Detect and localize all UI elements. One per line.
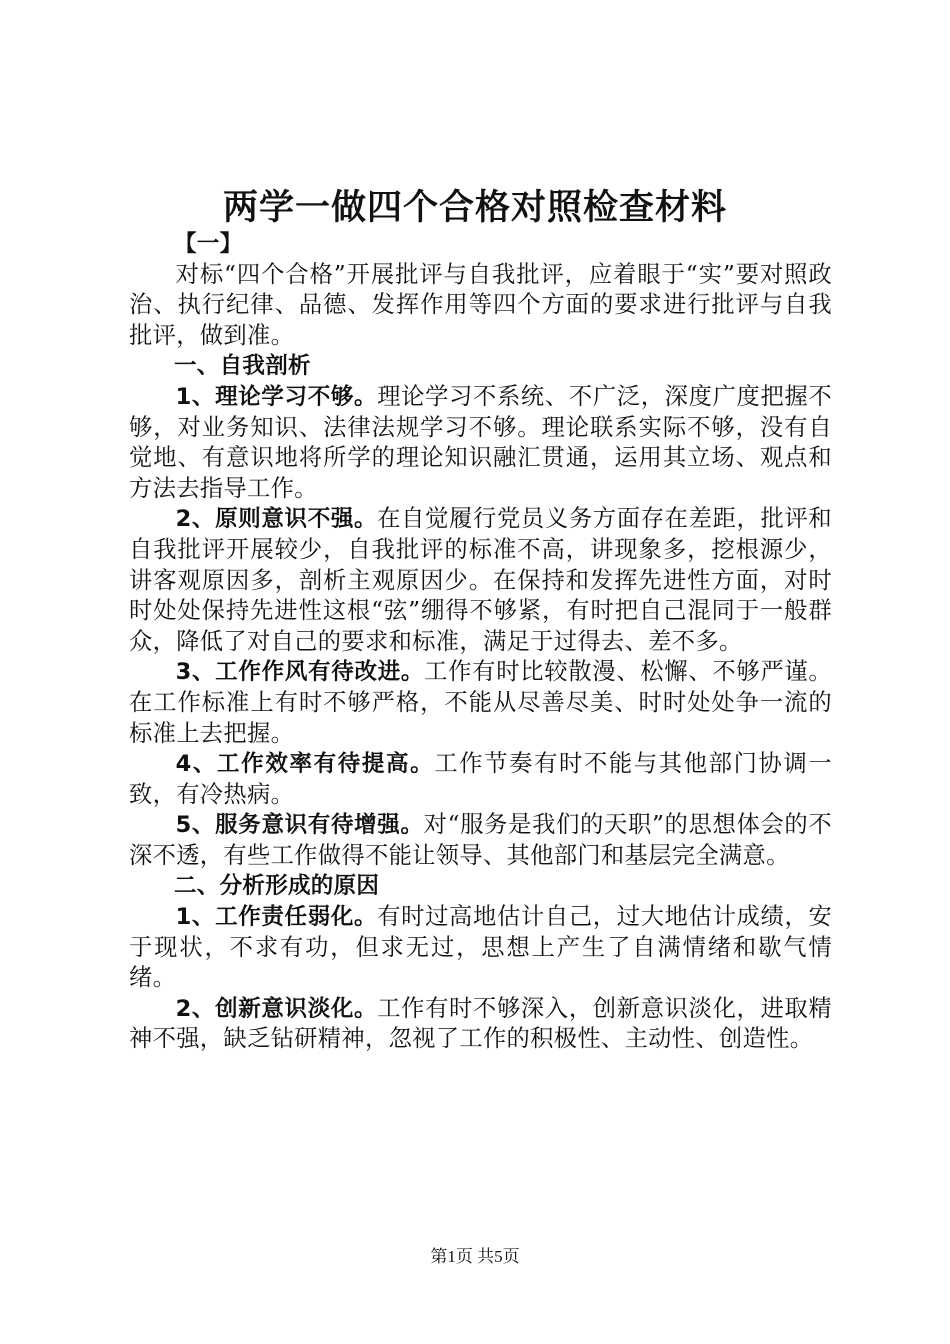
part2-heading: 二、分析形成的原因 bbox=[174, 873, 380, 900]
item-lead: 2、创新意识淡化。 bbox=[175, 995, 378, 1022]
item-text: 在自觉履行党员义务方面存在差距，批评和自我批评开展较少，自我批评的标准不高，讲现象多，挖根源少，讲客观原因多，剖析主观原因少。在保持和发挥先进性方面，对时时处处保持先进性这根“弦”绷得不够紧，有时把自己混同于一般群众，降低了对自己的要求和标准，满足于过得去、差不多。 bbox=[129, 505, 832, 655]
section-marker: 【一】 bbox=[174, 231, 243, 257]
page-footer: 第1页 共5页 bbox=[430, 1247, 520, 1266]
document-title: 两学一做四个合格对照检查材料 bbox=[222, 187, 727, 228]
part1-item bbox=[129, 504, 832, 657]
item-lead: 5、服务意识有待增强。 bbox=[175, 812, 424, 839]
item-text: 工作有时不够深入，创新意识淡化，进取精神不强，缺乏钻研精神，忽视了工作的积极性、主动性、创造性。 bbox=[129, 994, 832, 1053]
item-lead: 3、工作作风有待改进。 bbox=[175, 659, 425, 686]
intro-paragraph: 对标“四个合格”开展批评与自我批评，应着眼于“实”要对照政治、执行纪律、品德、发挥作用等四个方面的要求进行批评与自我批评，做到准。 bbox=[129, 260, 832, 349]
item-text: 有时过高地估计自己，过大地估计成绩，安于现状，不求有功，但求无过，思想上产生了自满情绪和歇气情绪。 bbox=[129, 903, 832, 992]
part1-heading: 一、自我剖析 bbox=[174, 353, 311, 380]
item-lead: 4、工作效率有待提高。 bbox=[175, 751, 435, 778]
part1-item bbox=[129, 382, 832, 504]
item-text: 理论学习不系统、不广泛，深度广度把握不够，对业务知识、法律法规学习不够。理论联系实际不够，没有自觉地、有意识地将所学的理论知识融汇贯通，运用其立场、观点和方法去指导工作。 bbox=[129, 382, 832, 502]
part1-item bbox=[129, 657, 832, 749]
item-lead: 1、理论学习不够。 bbox=[175, 383, 378, 410]
item-lead: 2、原则意识不强。 bbox=[175, 506, 378, 533]
item-text: 工作有时比较散漫、松懈、不够严谨。在工作标准上有时不够严格，不能从尽善尽美、时时处处争一流的标准上去把握。 bbox=[129, 658, 832, 747]
part2-item bbox=[129, 902, 832, 994]
part1-item bbox=[129, 810, 832, 871]
part1-item bbox=[129, 749, 832, 810]
document-body bbox=[129, 229, 832, 1055]
item-lead: 1、工作责任弱化。 bbox=[175, 904, 378, 931]
part2-item bbox=[129, 994, 832, 1055]
item-text: 对“服务是我们的天职”的思想体会的不深不透，有些工作做得不能让领导、其他部门和基层完全满意。 bbox=[129, 811, 832, 869]
item-text: 工作节奏有时不能与其他部门协调一致，有冷热病。 bbox=[129, 750, 832, 808]
